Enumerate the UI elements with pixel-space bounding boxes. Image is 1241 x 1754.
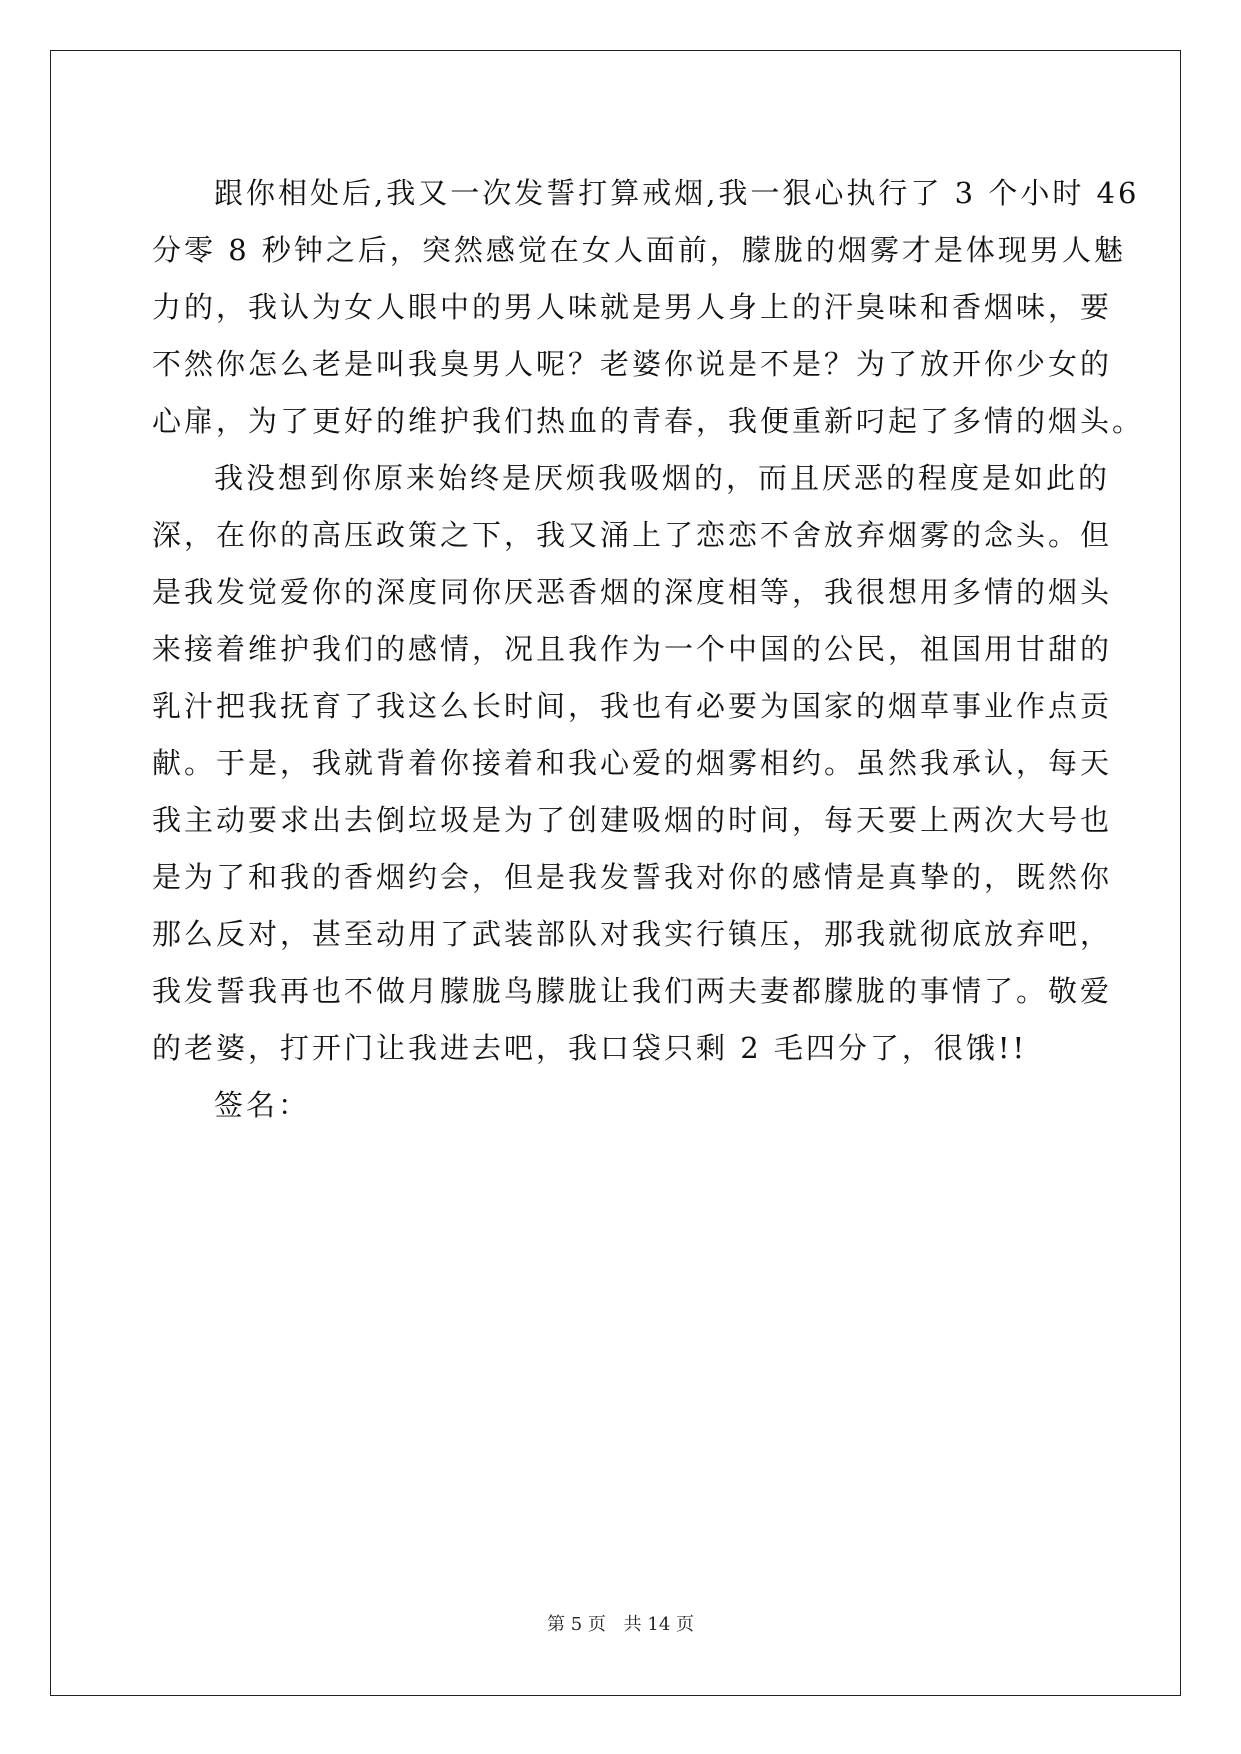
text-line: 我主动要求出去倒垃圾是为了创建吸烟的时间，每天要上两次大号也 <box>152 803 1113 837</box>
text-line: 深，在你的高压政策之下，我又涌上了恋恋不舍放弃烟雾的念头。但 <box>152 518 1113 552</box>
page-footer <box>0 1610 1241 1636</box>
page-number-total: 共 14 页 <box>623 1614 694 1635</box>
text-line: 是为了和我的香烟约会，但是我发誓我对你的感情是真挚的，既然你 <box>152 860 1113 894</box>
text-line: 来接着维护我们的感情，况且我作为一个中国的公民，祖国用甘甜的 <box>152 632 1113 666</box>
text-line: 的老婆，打开门让我进去吧，我口袋只剩 2 毛四分了，很饿!! <box>152 1031 1028 1065</box>
text-line: 分零 8 秒钟之后，突然感觉在女人面前，朦胧的烟雾才是体现男人魅 <box>152 233 1126 267</box>
text-line: 跟你相处后,我又一次发誓打算戒烟,我一狠心执行了 3 个小时 46 <box>214 176 1140 210</box>
signature-label: 签名： <box>214 1088 311 1122</box>
text-line: 我没想到你原来始终是厌烦我吸烟的，而且厌恶的程度是如此的 <box>214 461 1111 495</box>
paragraph-2 <box>152 450 1113 1077</box>
page-number-current: 第 5 页 <box>547 1614 606 1635</box>
letter-body <box>152 165 1145 1134</box>
text-line: 乳汁把我抚育了我这么长时间，我也有必要为国家的烟草事业作点贡 <box>152 689 1113 723</box>
text-line: 是我发觉爱你的深度同你厌恶香烟的深度相等，我很想用多情的烟头 <box>152 575 1113 609</box>
text-line: 力的，我认为女人眼中的男人味就是男人身上的汗臭味和香烟味，要 <box>152 290 1113 324</box>
text-line: 献。于是，我就背着你接着和我心爱的烟雾相约。虽然我承认，每天 <box>152 746 1113 780</box>
paragraph-1 <box>152 165 1145 450</box>
text-line: 心扉，为了更好的维护我们热血的青春，我便重新叼起了多情的烟头。 <box>152 404 1145 438</box>
text-line: 我发誓我再也不做月朦胧鸟朦胧让我们两夫妻都朦胧的事情了。敬爱 <box>152 974 1113 1008</box>
text-line: 那么反对，甚至动用了武装部队对我实行镇压，那我就彻底放弃吧， <box>152 917 1113 951</box>
text-line: 不然你怎么老是叫我臭男人呢？老婆你说是不是？为了放开你少女的 <box>152 347 1113 381</box>
